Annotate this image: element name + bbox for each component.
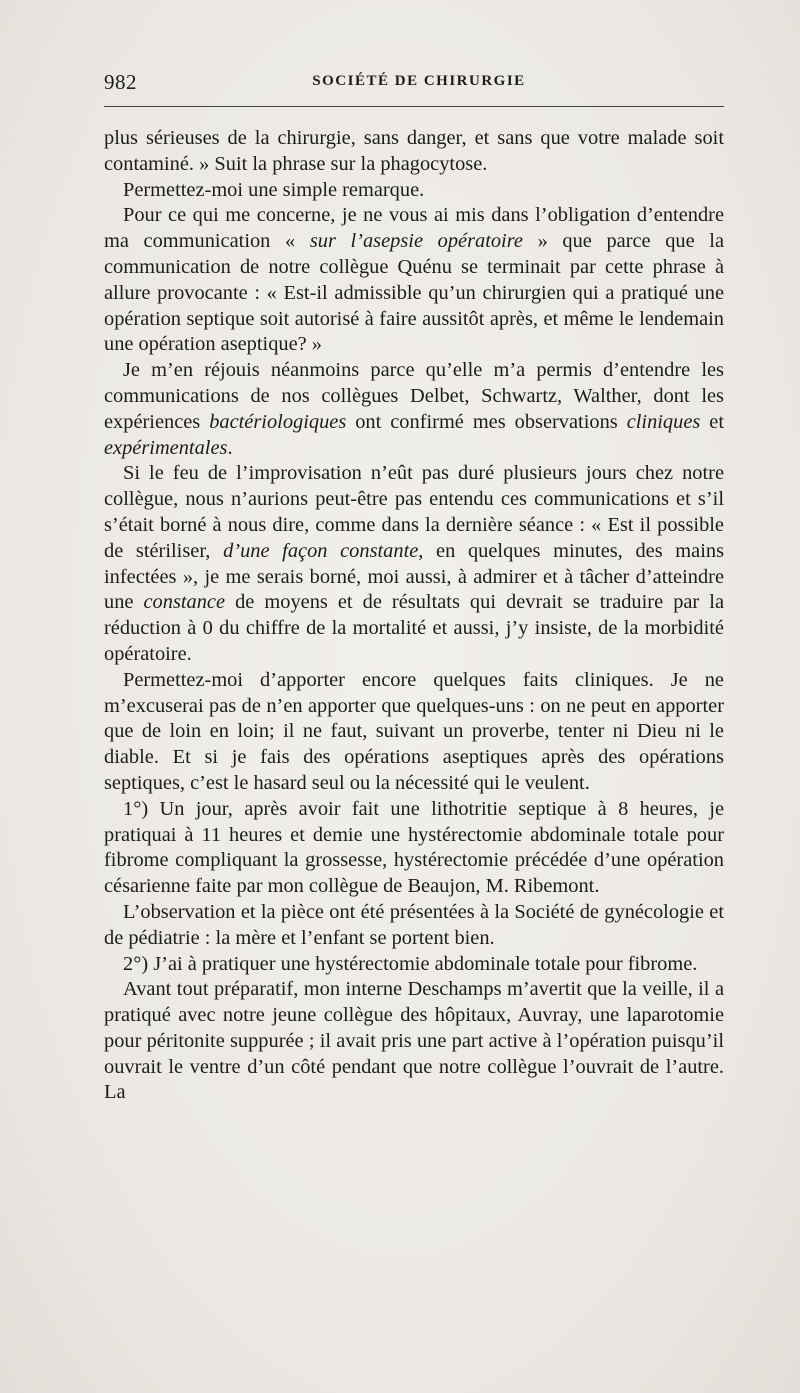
emphasis: constance bbox=[143, 591, 226, 614]
paragraph: Permettez-moi d’apporter encore quelques faits cliniques. Je ne m’excuserai pas de n’en apporter que quelques-uns : on ne peut en apporter que de loin en loin; il ne faut, suivant un proverbe, tenter ni Dieu ni le diable. Et si je fais des opérations aseptiques après des opérations septiques, c’est le hasard seul ou la nécessité qui le veulent. bbox=[104, 668, 724, 794]
body-text bbox=[104, 126, 724, 1106]
paragraph: L’observation et la pièce ont été présentées à la Société de gynécologie et de pédiatrie : la mère et l’enfant se portent bien. bbox=[104, 900, 724, 949]
emphasis: cliniques bbox=[626, 410, 701, 433]
paragraph: plus sérieuses de la chirurgie, sans danger, et sans que votre malade soit contaminé. » Suit la phrase sur la phagocytose. bbox=[104, 127, 724, 175]
emphasis: bactériologiques bbox=[209, 410, 347, 433]
emphasis: expérimentales bbox=[104, 436, 228, 459]
emphasis: d’une façon constante bbox=[223, 539, 419, 562]
paragraph: Si le feu de l’improvisation n’eût pas duré plusieurs jours chez notre collègue, nous n’aurions peut-être pas entendu ces communications et s’il s’était borné à nous dire, comme dans la dernière séance : « Est il possible de stériliser, d’une façon constante, en quelques minutes, des mains infectées », je me serais borné, moi aussi, à admirer et à tâcher d’atteindre une constance de moyens et de résultats qui devrait se traduire par la réduction à 0 du chiffre de la mortalité et aussi, j’y insiste, de la morbidité opératoire. bbox=[104, 462, 725, 665]
paragraph: Permettez-moi une simple remarque. bbox=[123, 178, 425, 201]
paragraph: Avant tout préparatif, mon interne Deschamps m’avertit que la veille, il a pratiqué avec notre jeune collègue des hôpitaux, Auvray, une laparotomie pour péritonite suppurée ; il avait pris une part active à l’opération puisqu’il ouvrait le ventre d’un côté pendant que notre collègue l’ouvrait de l’autre. La bbox=[104, 978, 724, 1104]
paragraph: Pour ce qui me concerne, je ne vous ai mis dans l’obligation d’entendre ma communication « sur l’asepsie opératoire » que parce que la communication de notre collègue Quénu se terminait par cette phrase à allure provocante : « Est-il admissible qu’un chirurgien qui a pratiqué une opération septique soit autorisé à faire aussitôt après, et même le lendemain une opération aseptique? » bbox=[104, 204, 724, 356]
header-rule bbox=[104, 106, 724, 107]
running-title: SOCIÉTÉ DE CHIRURGIE bbox=[312, 73, 526, 89]
paragraph: Je m’en réjouis néanmoins parce qu’elle m’a permis d’entendre les communications de nos collègues Delbet, Schwartz, Walther, dont les expériences bactériologiques ont confirmé mes observations cliniques et expérimentales. bbox=[104, 359, 724, 459]
emphasis: sur l’asepsie opératoire bbox=[309, 230, 523, 253]
paragraph: 1°) Un jour, après avoir fait une lithotritie septique à 8 heures, je pratiquai à 11 heures et demie une hystérectomie abdominale totale pour fibrome compliquant la grossesse, hystérectomie précédée d’une opération césarienne faite par mon collègue de Beaujon, M. Ribemont. bbox=[104, 797, 724, 898]
page-header bbox=[104, 70, 724, 100]
page-number: 982 bbox=[104, 70, 137, 94]
paragraph: 2°) J’ai à pratiquer une hystérectomie abdominale totale pour fibrome. bbox=[123, 952, 698, 975]
